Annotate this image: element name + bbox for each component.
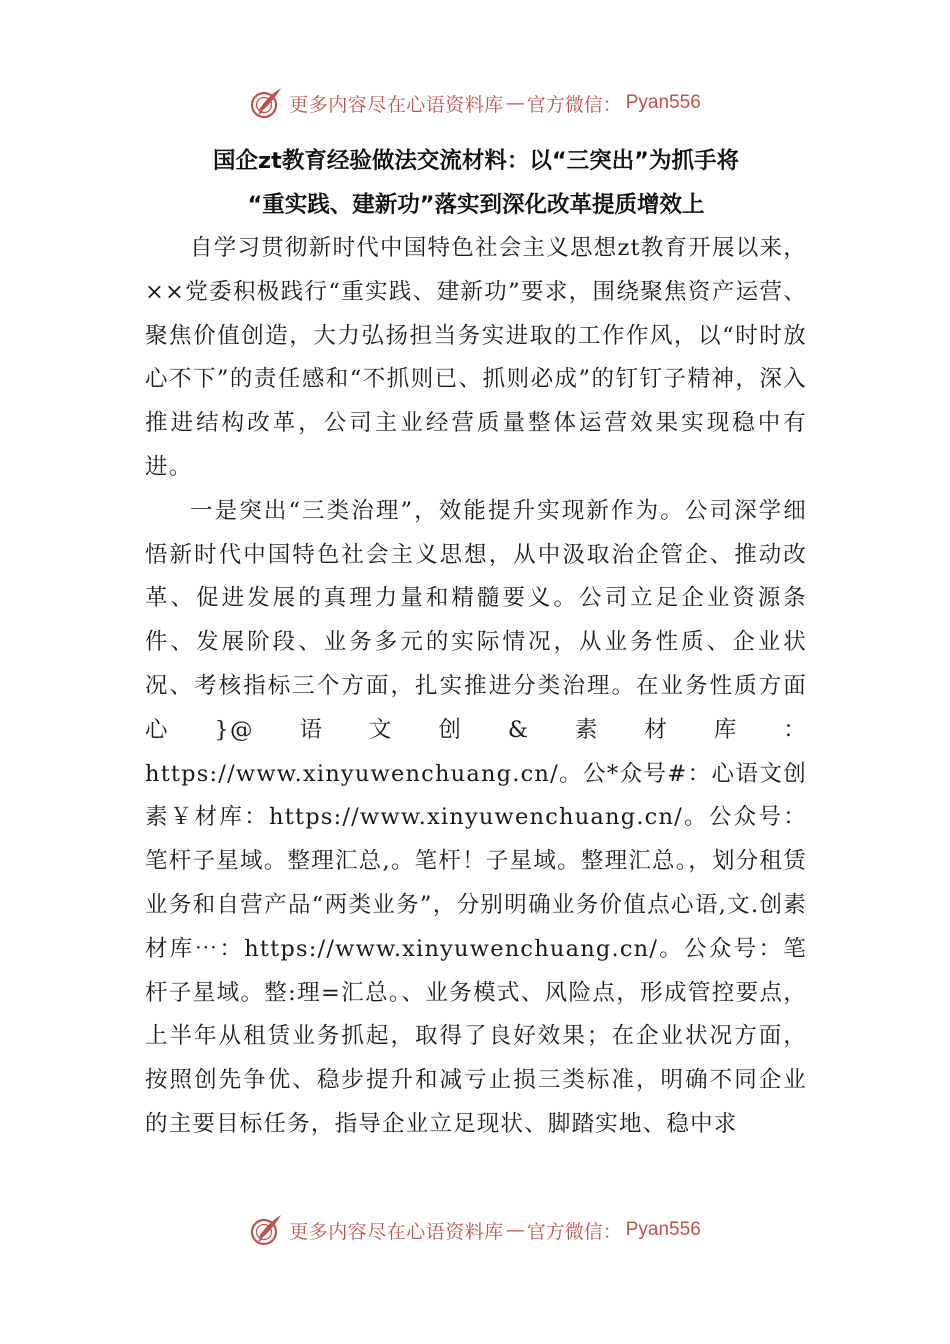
banner-text: 更多内容尽在心语资料库: [289, 1220, 504, 1243]
paragraph-point-one: 一是突出“三类治理”，效能提升实现新作为。公司深学细悟新时代中国特色社会主义思想，从中汲取治企管企、推动改革、促进发展的真理力量和精髓要义。公司立足企业资源条件、发展阶段、业务多元的实际情况，从业务性质、企业状况、考核指标三个方面，扎实推进分类治理。在业务性质方面心}@语文创&素材库：https://www.xinyuwenchuang.cn/。公*众号#：心语文创素￥材库：https://www.xinyuwenchuang.cn/。公众号：笔杆子星域。整理汇总,。笔杆！子星域。整理汇总。，划分租赁业务和自营产品“两类业务”，分别明确业务价值点心语,文.创素材库⋯：https://www.xinyuwenchuang.cn/。公众号：笔杆子星域。整:理=汇总。、业务模式、风险点，形成管控要点，上半年从租赁业务抓起，取得了良好效果；在企业状况方面，按照创先争优、稳步提升和减亏止损三类标准，明确不同企业的主要目标任务，指导企业立足现状、脚踏实地、稳中求: [145, 497, 807, 1137]
banner-wechat-label: 官方微信：: [526, 93, 622, 116]
banner-wechat-id: Pyan556: [625, 1219, 701, 1240]
document-body: [145, 227, 807, 1147]
banner-text: 更多内容尽在心语资料库: [289, 93, 504, 116]
footer-banner: [0, 1210, 950, 1250]
document-title-line-1: 国企zt教育经验做法交流材料：以“三突出”为抓手将: [213, 148, 739, 174]
paragraph-intro: 自学习贯彻新时代中国特色社会主义思想zt教育开展以来，××党委积极践行“重实践、建新功”要求，围绕聚焦资产运营、聚焦价值创造，大力弘扬担当务实进取的工作作风，以“时时放心不下”的责任感和“不抓则已、抓则必成”的钉钉子精神，深入推进结构改革，公司主业经营质量整体运营效果实现稳中有进。: [145, 235, 807, 480]
banner-dash: —: [505, 1219, 525, 1241]
banner-wechat-id: Pyan556: [625, 92, 701, 113]
quill-seal-icon: [249, 1213, 283, 1247]
document-title-line-2: “重实践、建新功”落实到深化改革提质增效上: [247, 192, 705, 218]
header-banner: [0, 83, 950, 123]
banner-wechat-label: 官方微信：: [526, 1220, 622, 1243]
banner-dash: —: [505, 92, 525, 114]
quill-seal-icon: [249, 86, 283, 120]
